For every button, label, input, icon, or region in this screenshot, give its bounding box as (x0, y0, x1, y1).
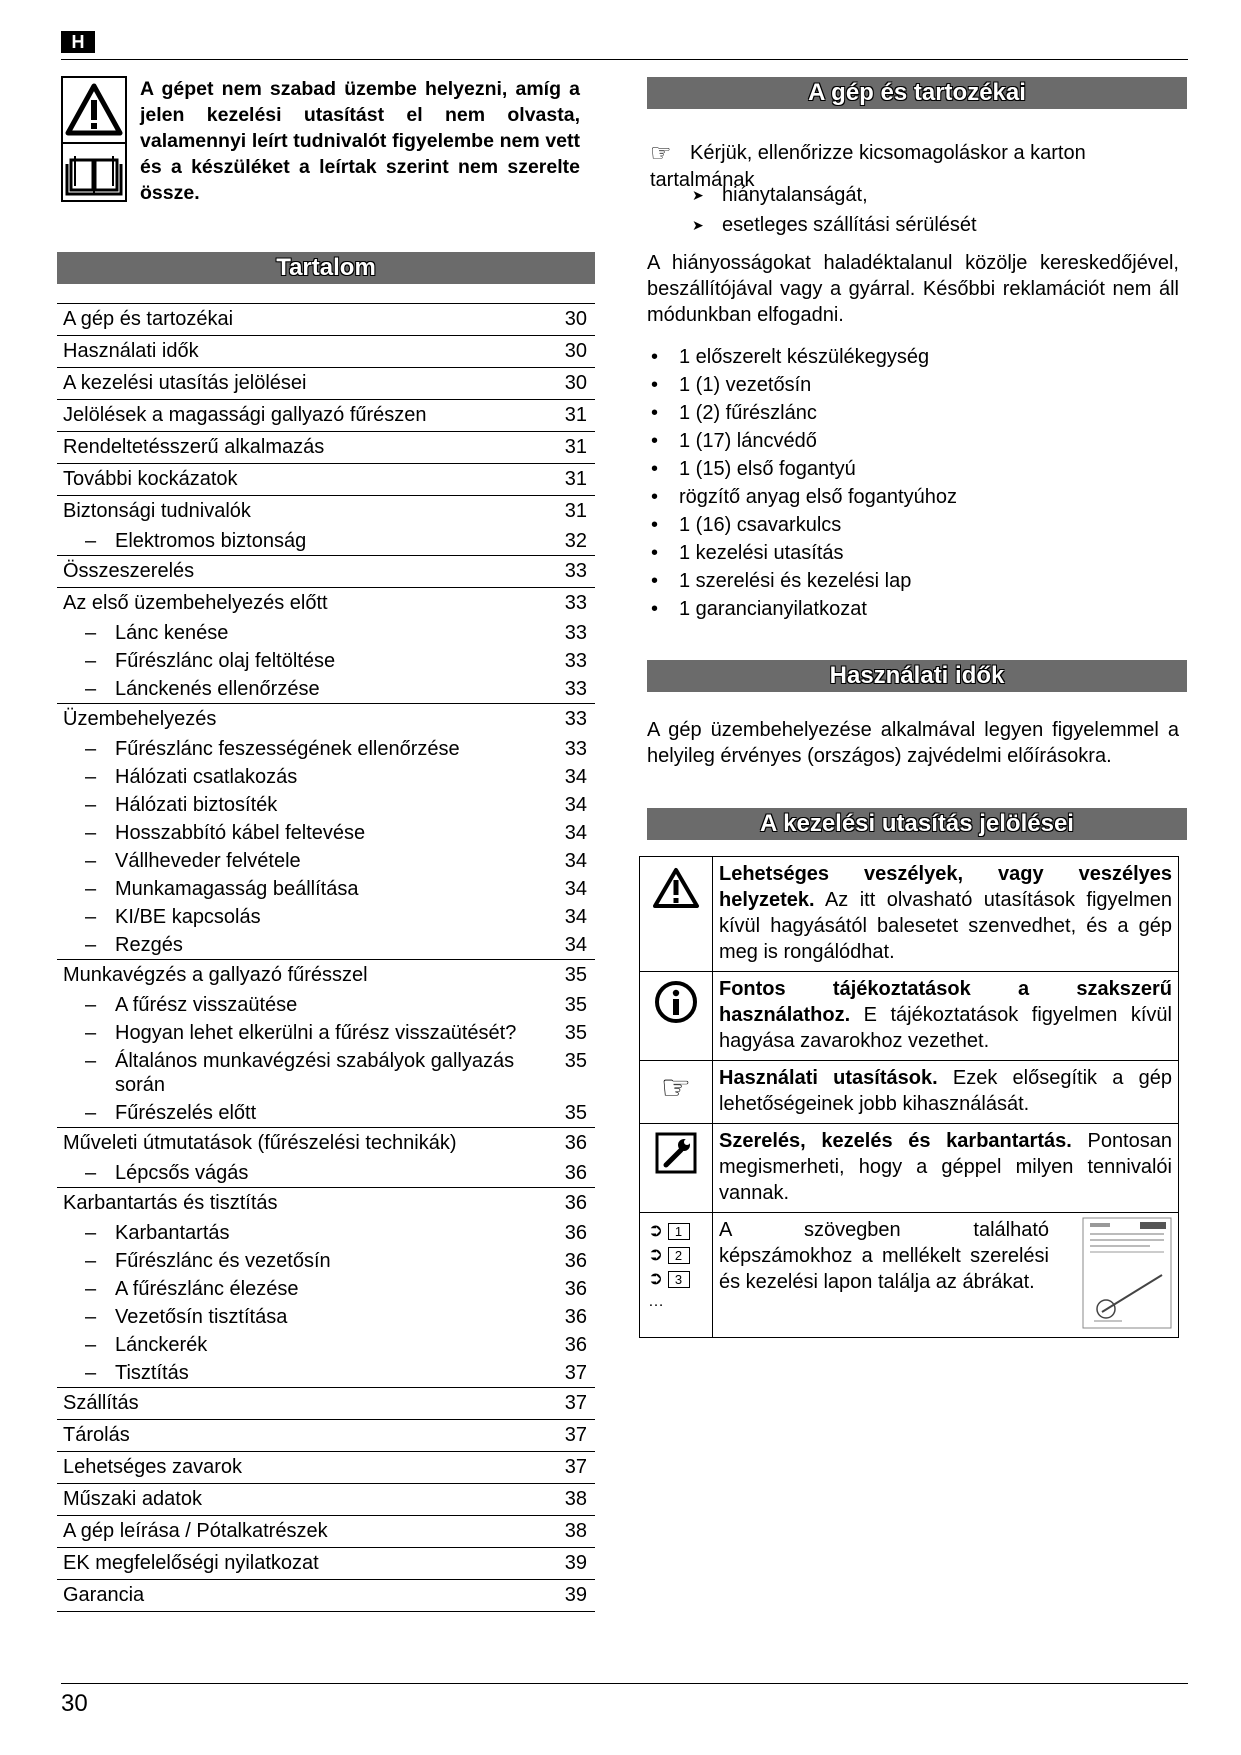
table-row (640, 1061, 1179, 1124)
toc-page-number: 31 (564, 500, 587, 522)
figure-ref-3: ➲ 3 (648, 1267, 712, 1291)
check-item-text: hiánytalanságát, (722, 184, 868, 206)
toc-label: Lehetséges zavarok (63, 1456, 243, 1478)
bullet-icon: • (651, 430, 659, 452)
toc-dash: – (85, 1278, 97, 1300)
bullet-icon: • (651, 542, 659, 564)
figure-ref-1: ➲ 1 (648, 1219, 712, 1243)
toc-label: Szállítás (63, 1392, 139, 1414)
package-item-text: 1 kezelési utasítás (679, 542, 844, 564)
toc-subentry (57, 647, 595, 675)
toc-label: Munkamagasság beállítása (115, 878, 359, 900)
toc-page-number: 32 (564, 530, 587, 552)
list-item (647, 455, 1179, 483)
toc-page-number: 36 (564, 1306, 587, 1328)
list-item (647, 210, 1179, 240)
check-item-text: esetleges szállítási sérülését (722, 214, 977, 236)
toc-page-number: 37 (564, 1362, 587, 1384)
arrow-bullet-icon: ➤ (692, 187, 704, 203)
toc-entry (57, 1547, 595, 1579)
toc-dash: – (85, 1362, 97, 1384)
toc-entry (57, 1515, 595, 1547)
toc-label: Fűrészlánc olaj feltöltése (115, 650, 336, 672)
toc-label: Karbantartás és tisztítás (63, 1192, 278, 1214)
toc-label: Fűrészelés előtt (115, 1102, 257, 1124)
bullet-icon: • (651, 458, 659, 480)
toc-label: Lánc kenése (115, 622, 229, 644)
toc-dash: – (85, 1222, 97, 1244)
pointing-hand-icon: ☞ (660, 1069, 692, 1107)
toc-page-number: 33 (564, 708, 587, 730)
pointing-hand-icon: ☞ (650, 140, 672, 167)
symbol-cell (640, 972, 713, 1061)
toc-page-number: 33 (564, 678, 587, 700)
toc-label: Műveleti útmutatások (fűrészelési technikák) (63, 1132, 457, 1154)
toc-dash: – (85, 1334, 97, 1356)
toc-dash: – (85, 650, 97, 672)
toc-page-number: 33 (564, 592, 587, 614)
toc-label: Tisztítás (115, 1362, 189, 1384)
toc-label: Lánckenés ellenőrzése (115, 678, 320, 700)
toc-dash: – (85, 878, 97, 900)
toc-page-number: 36 (564, 1222, 587, 1244)
toc-page-number: 30 (564, 372, 587, 394)
symbol-text: Az itt olvasható utasítások figyelmen kívül hagyásától balesetet szenvedhet, és a gép meg is rongálódhat. (719, 889, 1172, 963)
toc-entry (57, 495, 595, 527)
toc-label: Használati idők (63, 340, 199, 362)
toc-subentry (57, 735, 595, 763)
table-row (640, 1213, 1179, 1338)
bullet-icon: • (651, 486, 659, 508)
toc-label: További kockázatok (63, 468, 238, 490)
toc-page-number: 39 (564, 1552, 587, 1574)
toc-entry (57, 1419, 595, 1451)
figure-ref-2: ➲ 2 (648, 1243, 712, 1267)
symbols-table (639, 856, 1179, 1338)
figure-ref-text: A szövegben található képszámokhoz a mellékelt szerelési és kezelési lapon találja az ábrákat. (719, 1219, 1049, 1293)
toc-label: Rendeltetésszerű alkalmazás (63, 436, 325, 458)
warning-icon-box (61, 76, 127, 202)
package-item-text: 1 garancianyilatkozat (679, 598, 867, 620)
list-item (647, 595, 1179, 623)
toc-dash: – (85, 1050, 97, 1072)
toc-subentry (57, 763, 595, 791)
toc-label: Hálózati csatlakozás (115, 766, 298, 788)
toc-dash: – (85, 766, 97, 788)
package-item-text: 1 (16) csavarkulcs (679, 514, 842, 536)
unpack-intro-text: Kérjük, ellenőrizze kicsomagoláskor a karton tartalmának (650, 142, 1086, 191)
return-arrow-icon: ➲ (648, 1220, 664, 1240)
warning-notice: A gépet nem szabad üzembe helyezni, amíg a jelen kezelési utasítást el nem olvasta, valamennyi leírt tudnivalót figyelembe nem vett és a készüléket a leírtak szerint nem szerelte össze. (140, 78, 580, 204)
toc-page-number: 36 (564, 1278, 587, 1300)
toc-label: Rezgés (115, 934, 183, 956)
toc-subentry (57, 619, 595, 647)
toc-label: Hálózati biztosíték (115, 794, 278, 816)
toc-label: Vállheveder felvétele (115, 850, 301, 872)
toc-entry (57, 703, 595, 735)
toc-label: Munkavégzés a gallyazó fűrésszel (63, 964, 368, 986)
toc-subentry (57, 1247, 595, 1275)
symbol-description (713, 972, 1179, 1061)
toc-dash: – (85, 994, 97, 1016)
toc-entry (57, 1451, 595, 1483)
toc-subentry (57, 1159, 595, 1187)
toc-label: Összeszerelés (63, 560, 195, 582)
list-item (647, 180, 1179, 210)
toc-dash: – (85, 1102, 97, 1124)
toc-page-number: 36 (564, 1162, 587, 1184)
package-item-text: rögzítő anyag első fogantyúhoz (679, 486, 957, 508)
toc-label: Karbantartás (115, 1222, 230, 1244)
symbol-cell (640, 857, 713, 972)
toc-dash: – (85, 1306, 97, 1328)
toc-entry (57, 555, 595, 587)
toc-subentry (57, 819, 595, 847)
toc-dash: – (85, 622, 97, 644)
toc-page-number: 38 (564, 1488, 587, 1510)
toc-subentry (57, 1099, 595, 1127)
toc-dash: – (85, 934, 97, 956)
toc-page-number: 35 (564, 1102, 587, 1124)
toc-entry (57, 1579, 595, 1611)
toc-label: Hogyan lehet elkerülni a fűrész visszaütését? (115, 1022, 517, 1044)
toc-subentry (57, 1303, 595, 1331)
toc-page-number: 36 (564, 1132, 587, 1154)
usage-times-paragraph: A gép üzembehelyezése alkalmával legyen figyelemmel a helyileg érvényes (országos) zajvédelmi előírásokra. (647, 719, 1179, 767)
toc-label: A kezelési utasítás jelölései (63, 372, 307, 394)
symbol-text: Pontosan megismerheti, hogy a géppel milyen tennivalói vannak. (719, 1130, 1172, 1204)
toc-label: EK megfelelőségi nyilatkozat (63, 1552, 319, 1574)
toc-dash: – (85, 794, 97, 816)
list-item (647, 511, 1179, 539)
toc-subentry (57, 675, 595, 703)
arrow-bullet-icon: ➤ (692, 217, 704, 233)
bullet-icon: • (651, 402, 659, 424)
toc-page-number: 37 (564, 1424, 587, 1446)
symbol-cell (640, 1061, 713, 1124)
toc-label: Lépcsős vágás (115, 1162, 249, 1184)
toc-label: Elektromos biztonság (115, 530, 307, 552)
package-contents-list (647, 343, 1179, 623)
toc-subentry (57, 791, 595, 819)
package-item-text: 1 (15) első fogantyú (679, 458, 856, 480)
toc-page-number: 33 (564, 650, 587, 672)
symbol-description (713, 1124, 1179, 1213)
toc-page-number: 38 (564, 1520, 587, 1542)
toc-page-number: 36 (564, 1192, 587, 1214)
toc-label: Tárolás (63, 1424, 130, 1446)
package-item-text: 1 előszerelt készülékegység (679, 346, 930, 368)
toc-page-number: 33 (564, 738, 587, 760)
bullet-icon: • (651, 514, 659, 536)
toc-entry (57, 399, 595, 431)
toc-label: Üzembehelyezés (63, 708, 217, 730)
toc-end-rule (57, 1611, 595, 1612)
toc-dash: – (85, 1022, 97, 1044)
toc-entry (57, 1187, 595, 1219)
toc-page-number: 34 (564, 794, 587, 816)
assembly-sheet-thumbnail-icon (1082, 1217, 1172, 1329)
toc-entry (57, 463, 595, 495)
toc-label: KI/BE kapcsolás (115, 906, 261, 928)
symbol-title: Használati utasítások. (719, 1067, 938, 1089)
symbol-description (713, 857, 1179, 972)
toc-subentry (57, 527, 595, 555)
toc-label: Az első üzembehelyezés előtt (63, 592, 328, 614)
figure-ref-ellipsis: … (648, 1293, 664, 1310)
section-title-machine: A gép és tartozékai (647, 77, 1187, 109)
toc-page-number: 34 (564, 822, 587, 844)
toc-dash: – (85, 1162, 97, 1184)
bullet-icon: • (651, 346, 659, 368)
symbol-text: Ezek elősegítik a gép lehetőségeinek jobb kihasználását. (719, 1067, 1172, 1115)
toc-label: A fűrészlánc élezése (115, 1278, 299, 1300)
toc-page-number: 30 (564, 308, 587, 330)
toc-subentry (57, 1019, 595, 1047)
read-manual-book-icon (63, 144, 125, 200)
toc-label: Vezetősín tisztítása (115, 1306, 288, 1328)
toc-label: A gép leírása / Pótalkatrészek (63, 1520, 328, 1542)
symbol-title: Szerelés, kezelés és karbantartás. (719, 1130, 1072, 1152)
table-row (640, 972, 1179, 1061)
toc-page-number: 35 (564, 1050, 587, 1072)
toc-label: Garancia (63, 1584, 145, 1606)
symbol-title: Fontos tájékoztatások a szakszerű használathoz. (719, 978, 1172, 1026)
complaint-paragraph: A hiányosságokat haladéktalanul közölje kereskedőjével, beszállítójával vagy a gyárral. Későbbi reklamációt nem áll módunkban elfogadni. (647, 252, 1179, 326)
toc-subentry (57, 1359, 595, 1387)
toc-subentry (57, 1047, 595, 1099)
list-item (647, 343, 1179, 371)
toc-page-number: 37 (564, 1456, 587, 1478)
toc-entry (57, 959, 595, 991)
wrench-icon (654, 1131, 698, 1175)
toc-label: Hosszabbító kábel feltevése (115, 822, 366, 844)
list-item (647, 371, 1179, 399)
toc-subentry (57, 847, 595, 875)
toc-page-number: 35 (564, 1022, 587, 1044)
toc-subentry (57, 991, 595, 1019)
toc-dash: – (85, 906, 97, 928)
table-of-contents (57, 303, 595, 1612)
toc-entry (57, 303, 595, 335)
toc-page-number: 33 (564, 560, 587, 582)
list-item (647, 427, 1179, 455)
footer-rule (61, 1683, 1188, 1684)
toc-title: Tartalom (57, 252, 595, 284)
list-item (647, 539, 1179, 567)
symbol-cell (640, 1124, 713, 1213)
bullet-icon: • (651, 374, 659, 396)
list-item (647, 399, 1179, 427)
header-rule (61, 59, 1188, 60)
toc-label: Lánckerék (115, 1334, 208, 1356)
toc-page-number: 31 (564, 468, 587, 490)
table-row (640, 857, 1179, 972)
toc-label: A fűrész visszaütése (115, 994, 298, 1016)
list-item (647, 483, 1179, 511)
toc-entry (57, 1387, 595, 1419)
warning-triangle-icon (652, 866, 700, 910)
toc-subentry (57, 1219, 595, 1247)
page-number: 30 (61, 1690, 88, 1717)
list-item (647, 567, 1179, 595)
symbol-description (713, 1061, 1179, 1124)
toc-subentry (57, 875, 595, 903)
toc-page-number: 34 (564, 766, 587, 788)
package-item-text: 1 (2) fűrészlánc (679, 402, 817, 424)
toc-entry (57, 1483, 595, 1515)
toc-dash: – (85, 530, 97, 552)
toc-entry (57, 1127, 595, 1159)
toc-entry (57, 587, 595, 619)
toc-page-number: 31 (564, 436, 587, 458)
toc-subentry (57, 903, 595, 931)
toc-page-number: 37 (564, 1392, 587, 1414)
toc-page-number: 34 (564, 850, 587, 872)
symbol-title: Lehetséges veszélyek, vagy veszélyes helyzetek. (719, 863, 1172, 911)
toc-label: Fűrészlánc és vezetősín (115, 1250, 331, 1272)
figure-ref-cell (640, 1213, 713, 1338)
toc-page-number: 30 (564, 340, 587, 362)
package-item-text: 1 (1) vezetősín (679, 374, 812, 396)
toc-label: Műszaki adatok (63, 1488, 202, 1510)
toc-page-number: 39 (564, 1584, 587, 1606)
package-item-text: 1 (17) láncvédő (679, 430, 817, 452)
language-badge: H (61, 31, 95, 53)
toc-subentry (57, 1275, 595, 1303)
section-title-usage-times: Használati idők (647, 660, 1187, 692)
toc-page-number: 35 (564, 994, 587, 1016)
toc-dash: – (85, 822, 97, 844)
toc-page-number: 31 (564, 404, 587, 426)
package-item-text: 1 szerelési és kezelési lap (679, 570, 912, 592)
toc-label: Fűrészlánc feszességének ellenőrzése (115, 738, 460, 760)
warning-triangle-icon (63, 78, 125, 140)
table-row (640, 1124, 1179, 1213)
toc-page-number: 36 (564, 1250, 587, 1272)
toc-page-number: 33 (564, 622, 587, 644)
toc-dash: – (85, 1250, 97, 1272)
toc-entry (57, 335, 595, 367)
symbol-text: E tájékoztatások figyelmen kívül hagyása zavarokhoz vezethet. (719, 1004, 1172, 1052)
toc-dash: – (85, 738, 97, 760)
toc-page-number: 34 (564, 934, 587, 956)
toc-label: Jelölések a magassági gallyazó fűrészen (63, 404, 427, 426)
info-icon (653, 979, 699, 1025)
toc-entry (57, 367, 595, 399)
check-list (647, 180, 1179, 240)
bullet-icon: • (651, 570, 659, 592)
toc-page-number: 34 (564, 878, 587, 900)
return-arrow-icon: ➲ (648, 1268, 664, 1288)
return-arrow-icon: ➲ (648, 1244, 664, 1264)
toc-page-number: 35 (564, 964, 587, 986)
toc-subentry (57, 931, 595, 959)
bullet-icon: • (651, 598, 659, 620)
toc-entry (57, 431, 595, 463)
toc-label: Általános munkavégzési szabályok gallyazás során (115, 1050, 515, 1096)
toc-dash: – (85, 678, 97, 700)
figure-ref-description (713, 1213, 1179, 1338)
toc-page-number: 34 (564, 906, 587, 928)
section-title-symbols: A kezelési utasítás jelölései (647, 808, 1187, 840)
toc-page-number: 36 (564, 1334, 587, 1356)
toc-subentry (57, 1331, 595, 1359)
toc-label: Biztonsági tudnivalók (63, 500, 251, 522)
toc-label: A gép és tartozékai (63, 308, 234, 330)
toc-dash: – (85, 850, 97, 872)
